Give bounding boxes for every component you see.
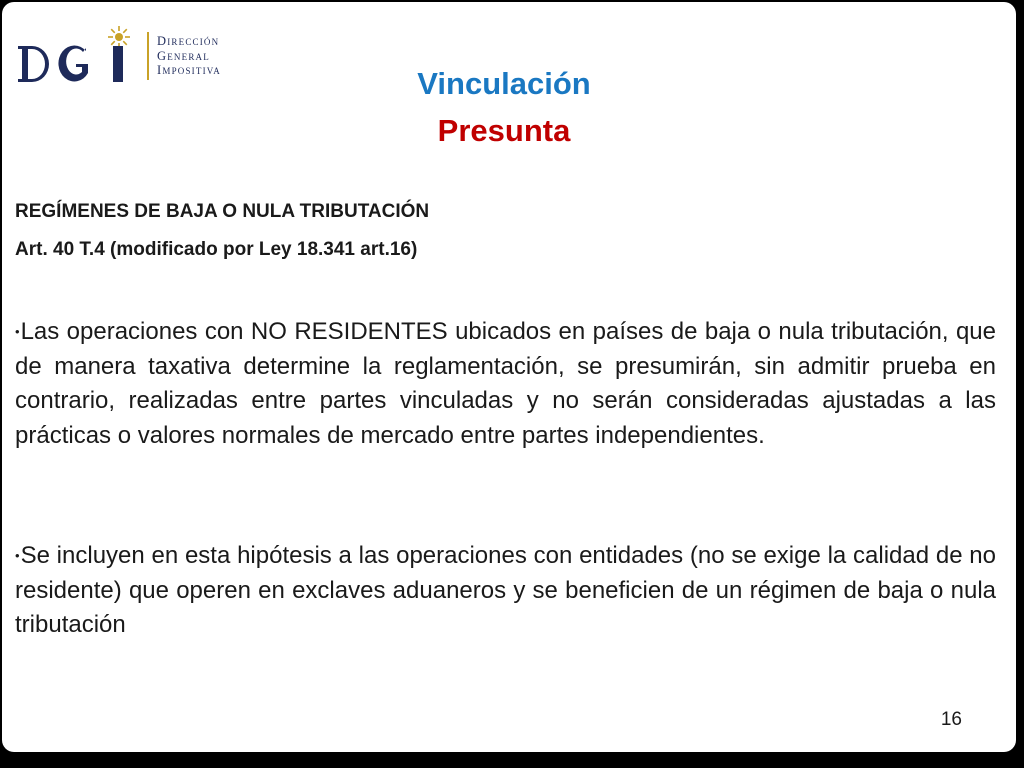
bullet-2-symbol: • [15, 548, 20, 563]
logo-line-3: Impositiva [157, 63, 222, 77]
bullet-paragraph-1 [15, 315, 996, 453]
bullet-paragraph-2 [15, 539, 996, 643]
bullet-1-text: Las operaciones con NO RESIDENTES ubicados en países de baja o nula tributación, que de manera taxativa determine la reglamentación, se presumirán, sin admitir prueba en contrario, realizadas entre partes vinculadas y no serán consideradas ajustadas a las prácticas o valores normales de mercado entre partes independientes. [15, 318, 996, 449]
bullet-1-symbol: • [15, 324, 20, 339]
section-heading: REGÍMENES DE BAJA O NULA TRIBUTACIÓN [15, 201, 430, 222]
section-subheading: Art. 40 T.4 (modificado por Ley 18.341 art.16) [15, 239, 418, 260]
slide-title-line-1: Vinculación [417, 66, 591, 101]
bullet-2-text: Se incluyen en esta hipótesis a las operaciones con entidades (no se exige la calidad de no residente) que operen en exclaves aduaneros y se beneficien de un régimen de baja o nula tributación [15, 542, 996, 638]
slide-title-line-2: Presunta [437, 113, 571, 148]
logo-line-1: Dirección [157, 34, 220, 48]
page-number: 16 [940, 709, 962, 730]
logo-line-2: General [157, 48, 210, 63]
slide [2, 2, 1016, 752]
